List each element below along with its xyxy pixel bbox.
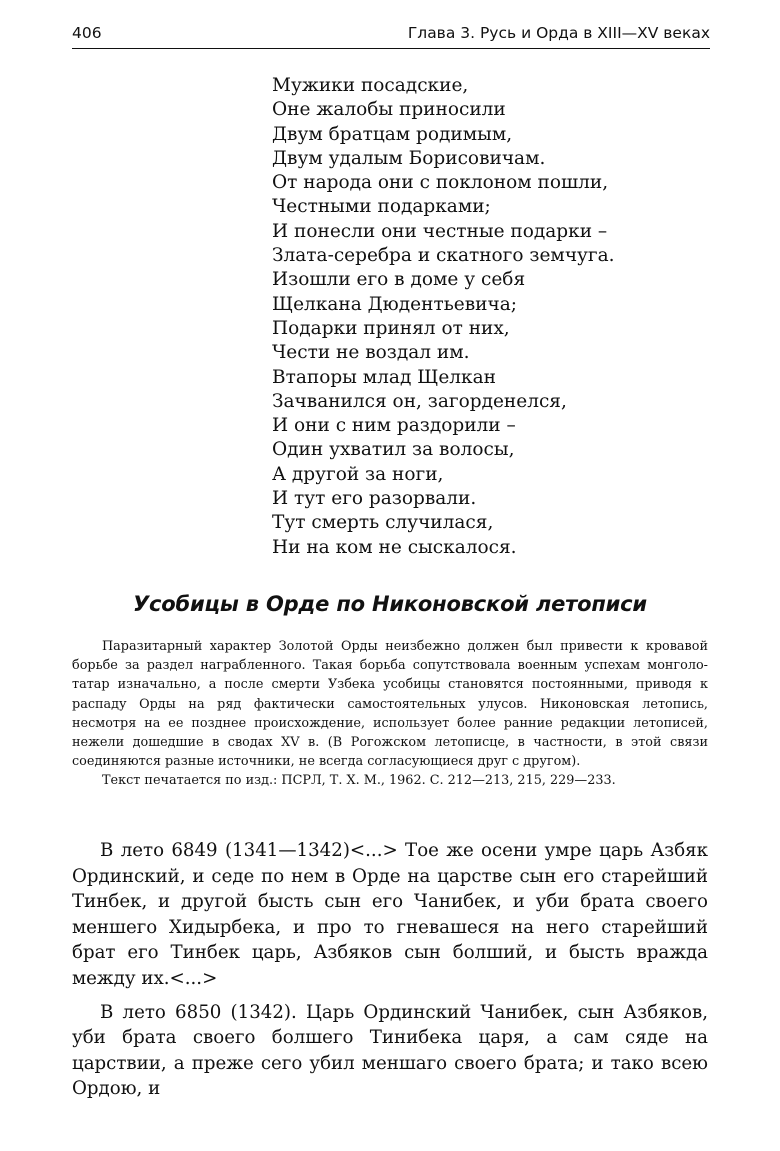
poem-line: Подарки принял от них, [272, 317, 510, 339]
poem-line: Чести не воздал им. [272, 342, 470, 364]
poem-line: Мужики посадские, [272, 75, 469, 96]
poem-line: И тут его разорвали. [272, 488, 477, 510]
running-header [72, 18, 710, 49]
poem-line: Честными подарками; [272, 196, 491, 218]
poem-line: Щелкана Дюдентьевича; [272, 293, 517, 315]
poem-line: И они с ним раздорили – [272, 415, 516, 437]
chronicle-paragraph: В лето 6850 (1342). Царь Ординский Чанибек, сын Азбяков, уби брата своего болшего Тинибека царя, а сам сяде на царствии, а преже сего убил меншаго своего брата; и тако всею Ордою, и [72, 1001, 708, 1100]
poem-line: Злата-серебра и скатного земчуга. [272, 245, 615, 267]
poem-line: Изошли его в доме у себя [272, 269, 526, 291]
section-intro [72, 637, 708, 791]
poem-line: Двум братцам родимым, [272, 123, 513, 145]
intro-paragraph: Паразитарный характер Золотой Орды неизбежно должен был привести к кровавой борьбе за раздел награбленного. Такая борьба сопутствовала военным успехам монголо-татар изначально, а после смерти Узбека усобицы становятся постоянными, приводя к распаду Орды на ряд фактически самостоятельных улусов. Никоновская летопись, несмотря на ее позднее происхождение, использует более ранние редакции летописей, нежели дошедшие в сводах XV в. (В Рогожском летописце, в частности, в этой связи соединяются разные источники, не всегда согласующиеся друг с другом). [72, 639, 708, 770]
poem-line: Тут смерть случилася, [272, 512, 494, 534]
poem-line: А другой за ноги, [272, 463, 444, 485]
poem-line: И понесли они честные подарки – [272, 220, 608, 242]
poem-line: Оне жалобы приносили [272, 99, 506, 121]
chronicle-paragraph: В лето 6849 (1341—1342)<...> Тое же осени умре царь Азбяк Ординский, и седе по нем в Орде на царстве сын его старейший Тинбек, и другой бысть сын его Чанибек, и уби брата своего меншего Хидырбека, и про то гневашеся на него старейший брат его Тинбек царь, Азбяков сын болший, и бысть вражда между их.<...> [72, 840, 708, 989]
poem-line: Один ухватил за волосы, [272, 439, 515, 461]
section-heading: Усобицы в Орде по Никоновской летописи [133, 592, 647, 616]
poem [272, 74, 615, 560]
poem-line: Ни на ком не сыскалося. [272, 536, 517, 558]
page-number: 406 [72, 24, 102, 42]
poem-line: От народа они с поклоном пошли, [272, 172, 609, 194]
source-note: Текст печатается по изд.: ПСРЛ, Т. X. М., 1962. С. 212—213, 215, 229—233. [102, 773, 616, 789]
chronicle-text [72, 838, 708, 1110]
chapter-title: Глава 3. Русь и Орда в XIII—XV веках [407, 24, 710, 42]
poem-line: Зачванился он, загорденелся, [272, 390, 567, 412]
poem-line: Втапоры млад Щелкан [272, 366, 496, 388]
poem-line: Двум удалым Борисовичам. [272, 147, 546, 169]
